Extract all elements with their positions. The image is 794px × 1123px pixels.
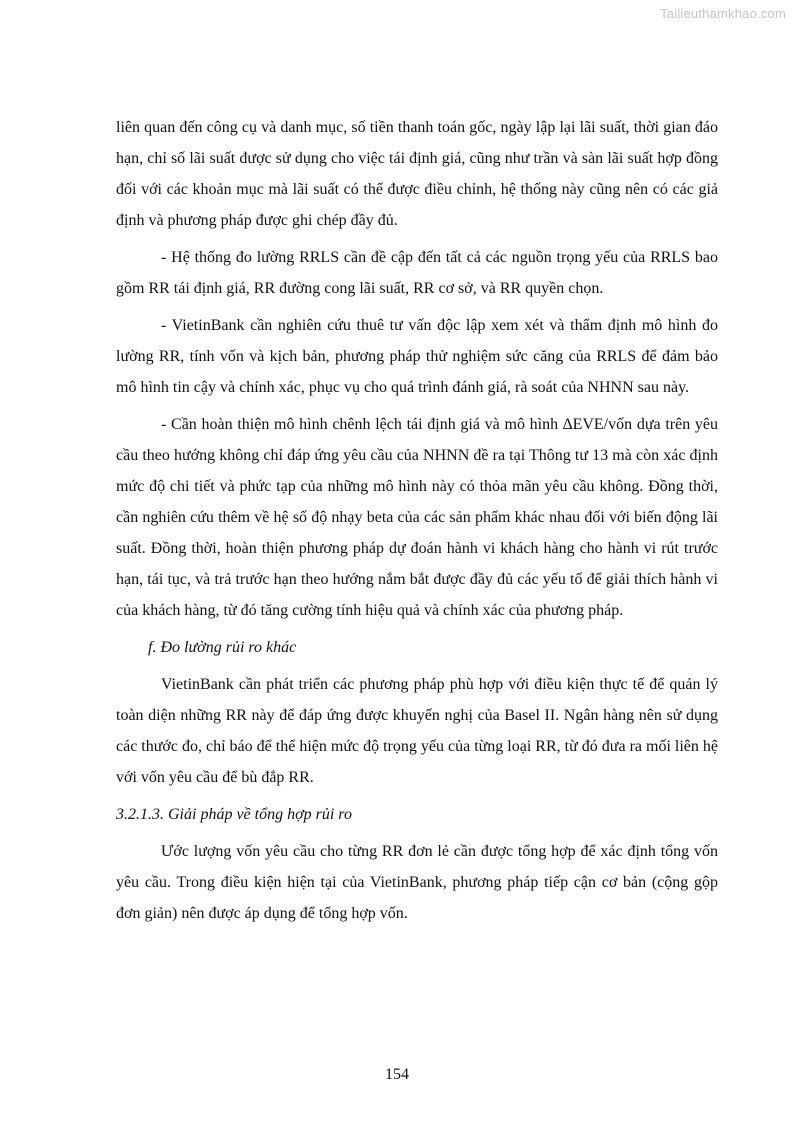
paragraph-independent-consultant: - VietinBank cần nghiên cứu thuê tư vấn độc lập xem xét và thẩm định mô hình đo lường RR, tính vốn và kịch bản, phương pháp thử nghiệm sức căng của RRLS để đảm bảo mô hình tin cậy và chính xác, phục vụ cho quá trình đánh giá, rà soát của NHNN sau này. — [116, 317, 718, 396]
page-body — [116, 112, 718, 935]
paragraph-other-risk: VietinBank cần phát triển các phương pháp phù hợp với điều kiện thực tế để quản lý toàn diện những RR này để đáp ứng được khuyến nghị của Basel II. Ngân hàng nên sử dụng các thước đo, chỉ báo để thể hiện mức độ trọng yếu của từng loại RR, từ đó đưa ra mối liên hệ với vốn yêu cầu để bù đắp RR. — [116, 676, 718, 786]
section-heading-risk-aggregation: 3.2.1.3. Giải pháp về tổng hợp rủi ro — [116, 806, 352, 823]
paragraph-rrls-measurement: - Hệ thống đo lường RRLS cần đề cập đến tất cả các nguồn trọng yếu của RRLS bao gồm RR tái định giá, RR đường cong lãi suất, RR cơ sở, và RR quyền chọn. — [116, 249, 718, 297]
paragraph-risk-aggregation: Ước lượng vốn yêu cầu cho từng RR đơn lẻ cần được tổng hợp để xác định tổng vốn yêu cầu. Trong điều kiện hiện tại của VietinBank, phương pháp tiếp cận cơ bản (cộng gộp đơn giản) nên được áp dụng để tổng hợp vốn. — [116, 843, 718, 922]
paragraph-continuation: liên quan đến công cụ và danh mục, số tiền thanh toán gốc, ngày lập lại lãi suất, thời gian đáo hạn, chỉ số lãi suất được sử dụng cho việc tái định giá, cũng như trần và sàn lãi suất hợp đồng đối với các khoản mục mà lãi suất có thể được điều chỉnh, hệ thống này cũng nên có các giả định và phương pháp được ghi chép đầy đủ. — [116, 119, 718, 229]
page-number: 154 — [385, 1066, 409, 1083]
subheading-other-risk: f. Đo lường rủi ro khác — [148, 639, 297, 656]
paragraph-repricing-model: - Cần hoàn thiện mô hình chênh lệch tái định giá và mô hình ∆EVE/vốn dựa trên yêu cầu theo hướng không chỉ đáp ứng yêu cầu của NHNN đề ra tại Thông tư 13 mà còn xác định mức độ chi tiết và phức tạp của những mô hình này có thỏa mãn yêu cầu không. Đồng thời, cần nghiên cứu thêm về hệ số độ nhạy beta của các sản phẩm khác nhau đối với biến động lãi suất. Đồng thời, hoàn thiện phương pháp dự đoán hành vi khách hàng cho hành vi rút trước hạn, tái tục, và trả trước hạn theo hướng nắm bắt được đầy đủ các yếu tố để giải thích hành vi của khách hàng, từ đó tăng cường tính hiệu quả và chính xác của phương pháp. — [116, 416, 718, 619]
watermark: Tailieuthamkhao.com — [660, 6, 786, 21]
